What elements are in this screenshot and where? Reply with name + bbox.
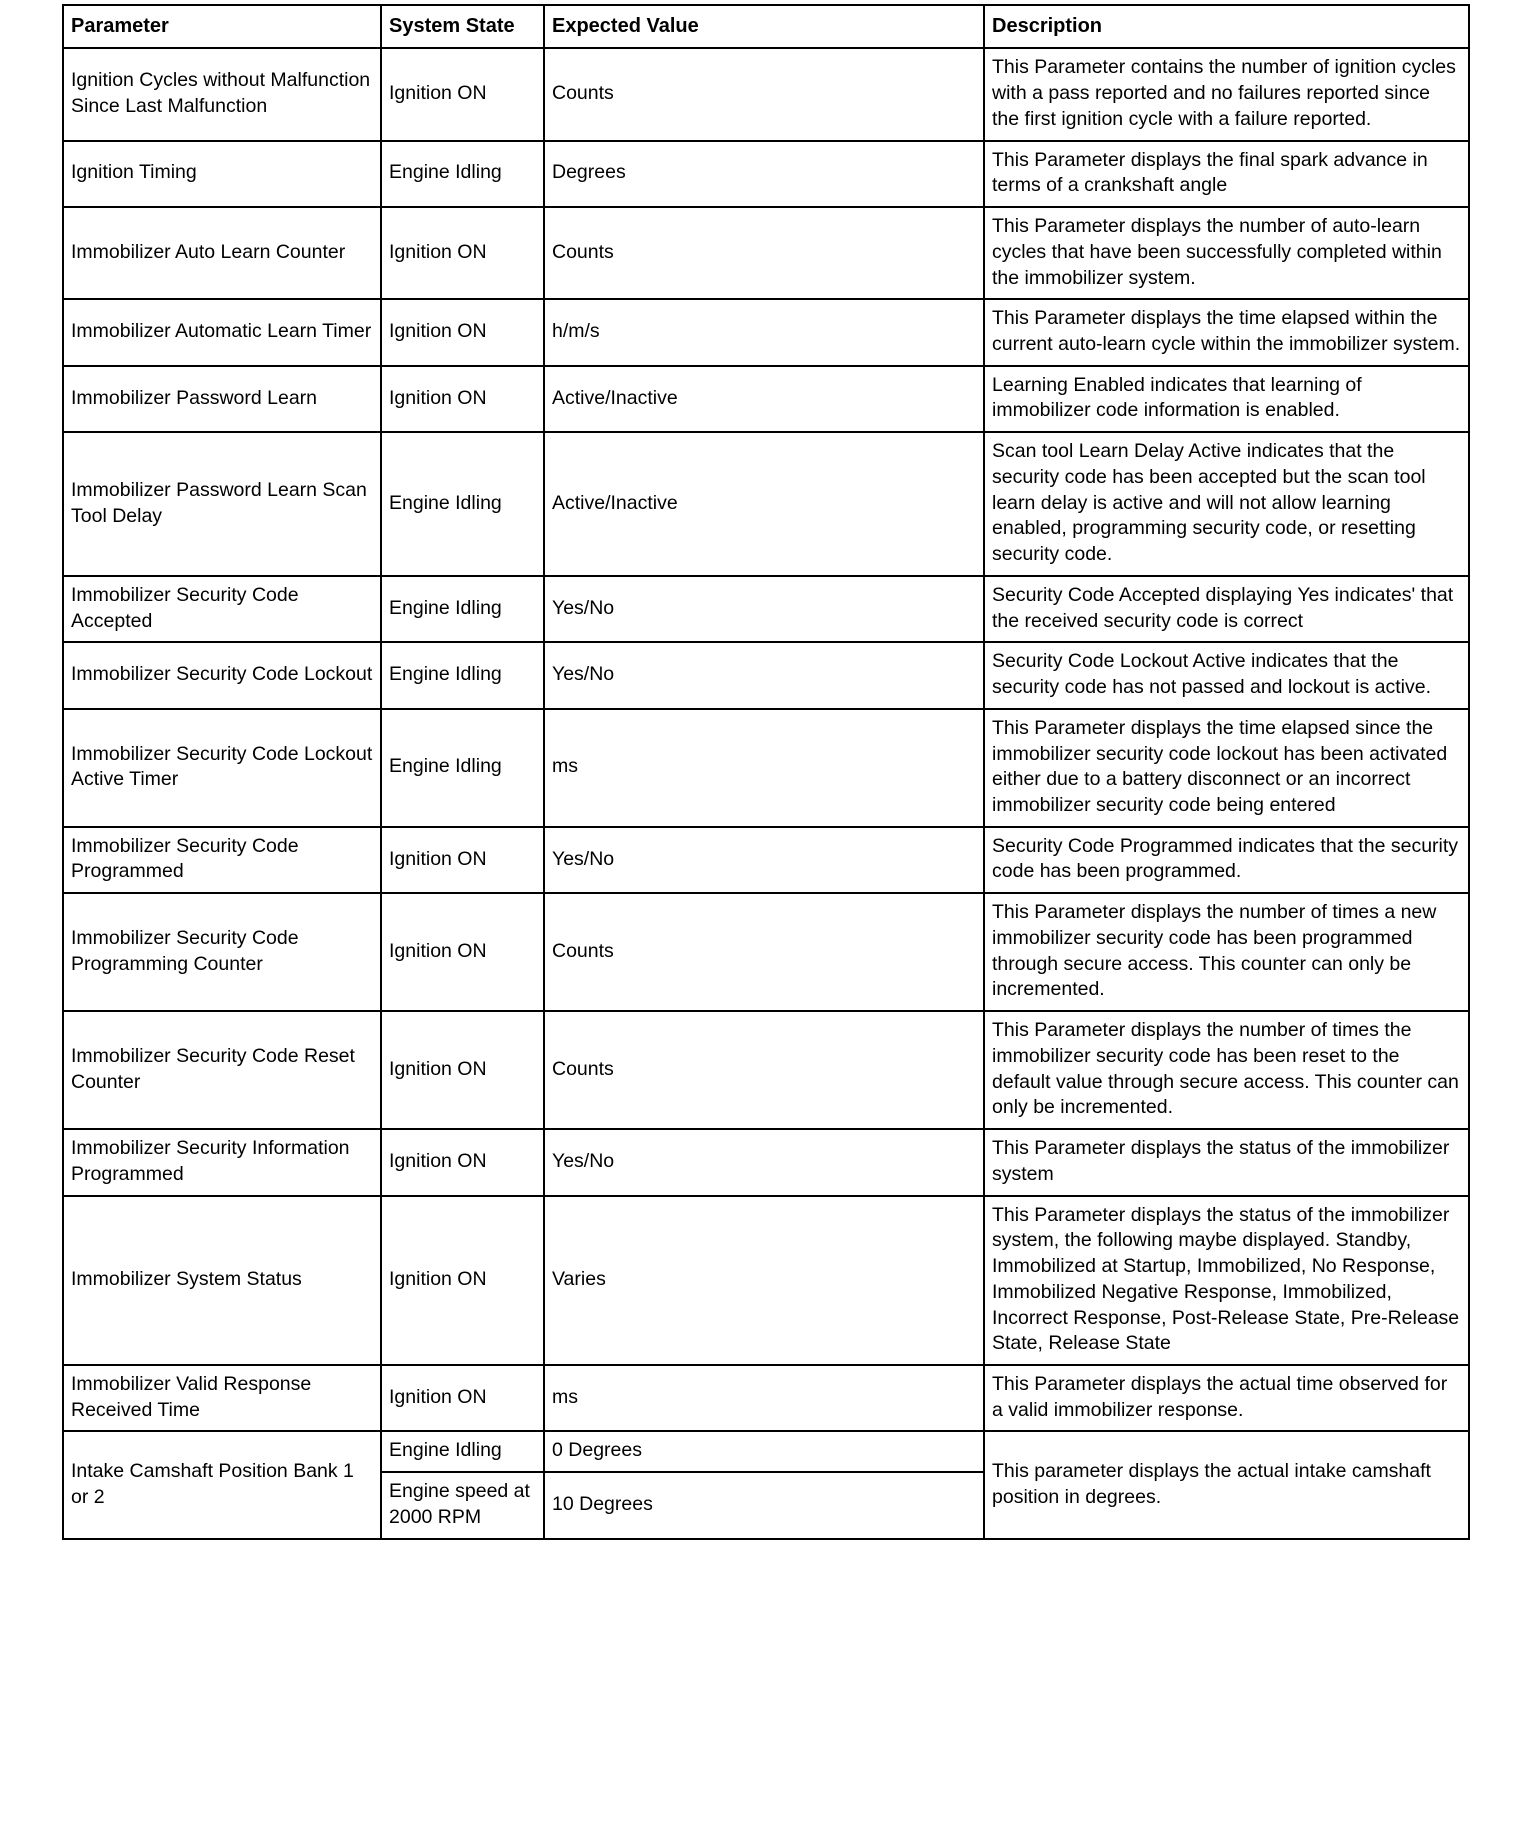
column-header-description: Description [984, 5, 1469, 48]
column-header-expected-value: Expected Value [544, 5, 984, 48]
cell-parameter: Immobilizer Security Code Lockout Active Timer [63, 709, 381, 827]
cell-system-state: Ignition ON [381, 827, 544, 893]
cell-parameter: Immobilizer Security Code Programmed [63, 827, 381, 893]
cell-system-state: Ignition ON [381, 1365, 544, 1431]
cell-expected-value: Counts [544, 48, 984, 140]
cell-description: This Parameter displays the number of times a new immobilizer security code has been programmed through secure access. This counter can only be incremented. [984, 893, 1469, 1011]
table-row [63, 141, 1469, 207]
table-row [63, 1129, 1469, 1195]
cell-parameter: Immobilizer Security Information Programmed [63, 1129, 381, 1195]
cell-description: Scan tool Learn Delay Active indicates that the security code has been accepted but the scan tool learn delay is active and will not allow learning enabled, programming security code, or resetting security code. [984, 432, 1469, 576]
table-row [63, 576, 1469, 642]
cell-description: Security Code Accepted displaying Yes indicates' that the received security code is correct [984, 576, 1469, 642]
cell-parameter: Immobilizer Password Learn Scan Tool Delay [63, 432, 381, 576]
cell-description: This Parameter displays the final spark advance in terms of a crankshaft angle [984, 141, 1469, 207]
table-row [63, 893, 1469, 1011]
cell-parameter: Immobilizer System Status [63, 1196, 381, 1365]
cell-description: This Parameter displays the time elapsed since the immobilizer security code lockout has been activated either due to a battery disconnect or an incorrect immobilizer security code being entered [984, 709, 1469, 827]
table-row [63, 299, 1469, 365]
table-header-row [63, 5, 1469, 48]
cell-description: This Parameter displays the number of times the immobilizer security code has been reset to the default value through secure access. This counter can only be incremented. [984, 1011, 1469, 1129]
table-row [63, 432, 1469, 576]
cell-description: Learning Enabled indicates that learning of immobilizer code information is enabled. [984, 366, 1469, 432]
cell-parameter: Immobilizer Security Code Programming Counter [63, 893, 381, 1011]
cell-expected-value: Varies [544, 1196, 984, 1365]
cell-parameter: Immobilizer Automatic Learn Timer [63, 299, 381, 365]
table-row [63, 827, 1469, 893]
cell-parameter: Immobilizer Password Learn [63, 366, 381, 432]
cell-expected-value: Yes/No [544, 1129, 984, 1195]
cell-expected-value: Yes/No [544, 642, 984, 708]
table-row [63, 709, 1469, 827]
cell-parameter: Ignition Timing [63, 141, 381, 207]
cell-system-state: Engine Idling [381, 576, 544, 642]
cell-parameter: Ignition Cycles without Malfunction Since Last Malfunction [63, 48, 381, 140]
parameter-table [62, 4, 1470, 1540]
cell-expected-value: Active/Inactive [544, 432, 984, 576]
cell-parameter: Immobilizer Security Code Lockout [63, 642, 381, 708]
table-header [63, 5, 1469, 48]
cell-system-state: Ignition ON [381, 207, 544, 299]
cell-description: This Parameter displays the actual time observed for a valid immobilizer response. [984, 1365, 1469, 1431]
cell-description: This Parameter contains the number of ignition cycles with a pass reported and no failures reported since the first ignition cycle with a failure reported. [984, 48, 1469, 140]
cell-expected-value: ms [544, 1365, 984, 1431]
cell-system-state: Engine Idling [381, 642, 544, 708]
cell-expected-value: 10 Degrees [544, 1472, 984, 1538]
cell-expected-value: Yes/No [544, 827, 984, 893]
cell-system-state: Ignition ON [381, 893, 544, 1011]
cell-description: This parameter displays the actual intake camshaft position in degrees. [984, 1431, 1469, 1538]
cell-parameter: Intake Camshaft Position Bank 1 or 2 [63, 1431, 381, 1538]
cell-expected-value: Counts [544, 207, 984, 299]
table-row [63, 1365, 1469, 1431]
column-header-parameter: Parameter [63, 5, 381, 48]
cell-parameter: Immobilizer Valid Response Received Time [63, 1365, 381, 1431]
table-row [63, 207, 1469, 299]
table-row [63, 366, 1469, 432]
cell-description: This Parameter displays the number of auto-learn cycles that have been successfully completed within the immobilizer system. [984, 207, 1469, 299]
cell-description: This Parameter displays the status of the immobilizer system, the following maybe displayed. Standby, Immobilized at Startup, Immobilized, No Response, Immobilized Negative Response, Immobilized, Incorrect Response, Post-Release State, Pre-Release State, Release State [984, 1196, 1469, 1365]
cell-expected-value: 0 Degrees [544, 1431, 984, 1472]
cell-system-state: Ignition ON [381, 366, 544, 432]
table-body [63, 48, 1469, 1538]
cell-description: This Parameter displays the time elapsed within the current auto-learn cycle within the immobilizer system. [984, 299, 1469, 365]
cell-expected-value: h/m/s [544, 299, 984, 365]
cell-system-state: Ignition ON [381, 1011, 544, 1129]
cell-description: Security Code Lockout Active indicates that the security code has not passed and lockout is active. [984, 642, 1469, 708]
cell-parameter: Immobilizer Auto Learn Counter [63, 207, 381, 299]
table-row [63, 1196, 1469, 1365]
cell-system-state: Engine Idling [381, 432, 544, 576]
cell-description: Security Code Programmed indicates that the security code has been programmed. [984, 827, 1469, 893]
cell-system-state: Ignition ON [381, 299, 544, 365]
cell-expected-value: Degrees [544, 141, 984, 207]
cell-system-state: Ignition ON [381, 1196, 544, 1365]
table-row [63, 1431, 1469, 1472]
table-row [63, 48, 1469, 140]
cell-parameter: Immobilizer Security Code Reset Counter [63, 1011, 381, 1129]
cell-expected-value: Counts [544, 1011, 984, 1129]
cell-system-state: Engine Idling [381, 1431, 544, 1472]
cell-system-state: Engine Idling [381, 141, 544, 207]
table-row [63, 1011, 1469, 1129]
cell-system-state: Engine Idling [381, 709, 544, 827]
cell-parameter: Immobilizer Security Code Accepted [63, 576, 381, 642]
cell-system-state: Ignition ON [381, 48, 544, 140]
cell-description: This Parameter displays the status of the immobilizer system [984, 1129, 1469, 1195]
cell-expected-value: Yes/No [544, 576, 984, 642]
cell-system-state: Ignition ON [381, 1129, 544, 1195]
table-row [63, 642, 1469, 708]
cell-system-state: Engine speed at 2000 RPM [381, 1472, 544, 1538]
cell-expected-value: Active/Inactive [544, 366, 984, 432]
cell-expected-value: ms [544, 709, 984, 827]
cell-expected-value: Counts [544, 893, 984, 1011]
column-header-system-state: System State [381, 5, 544, 48]
